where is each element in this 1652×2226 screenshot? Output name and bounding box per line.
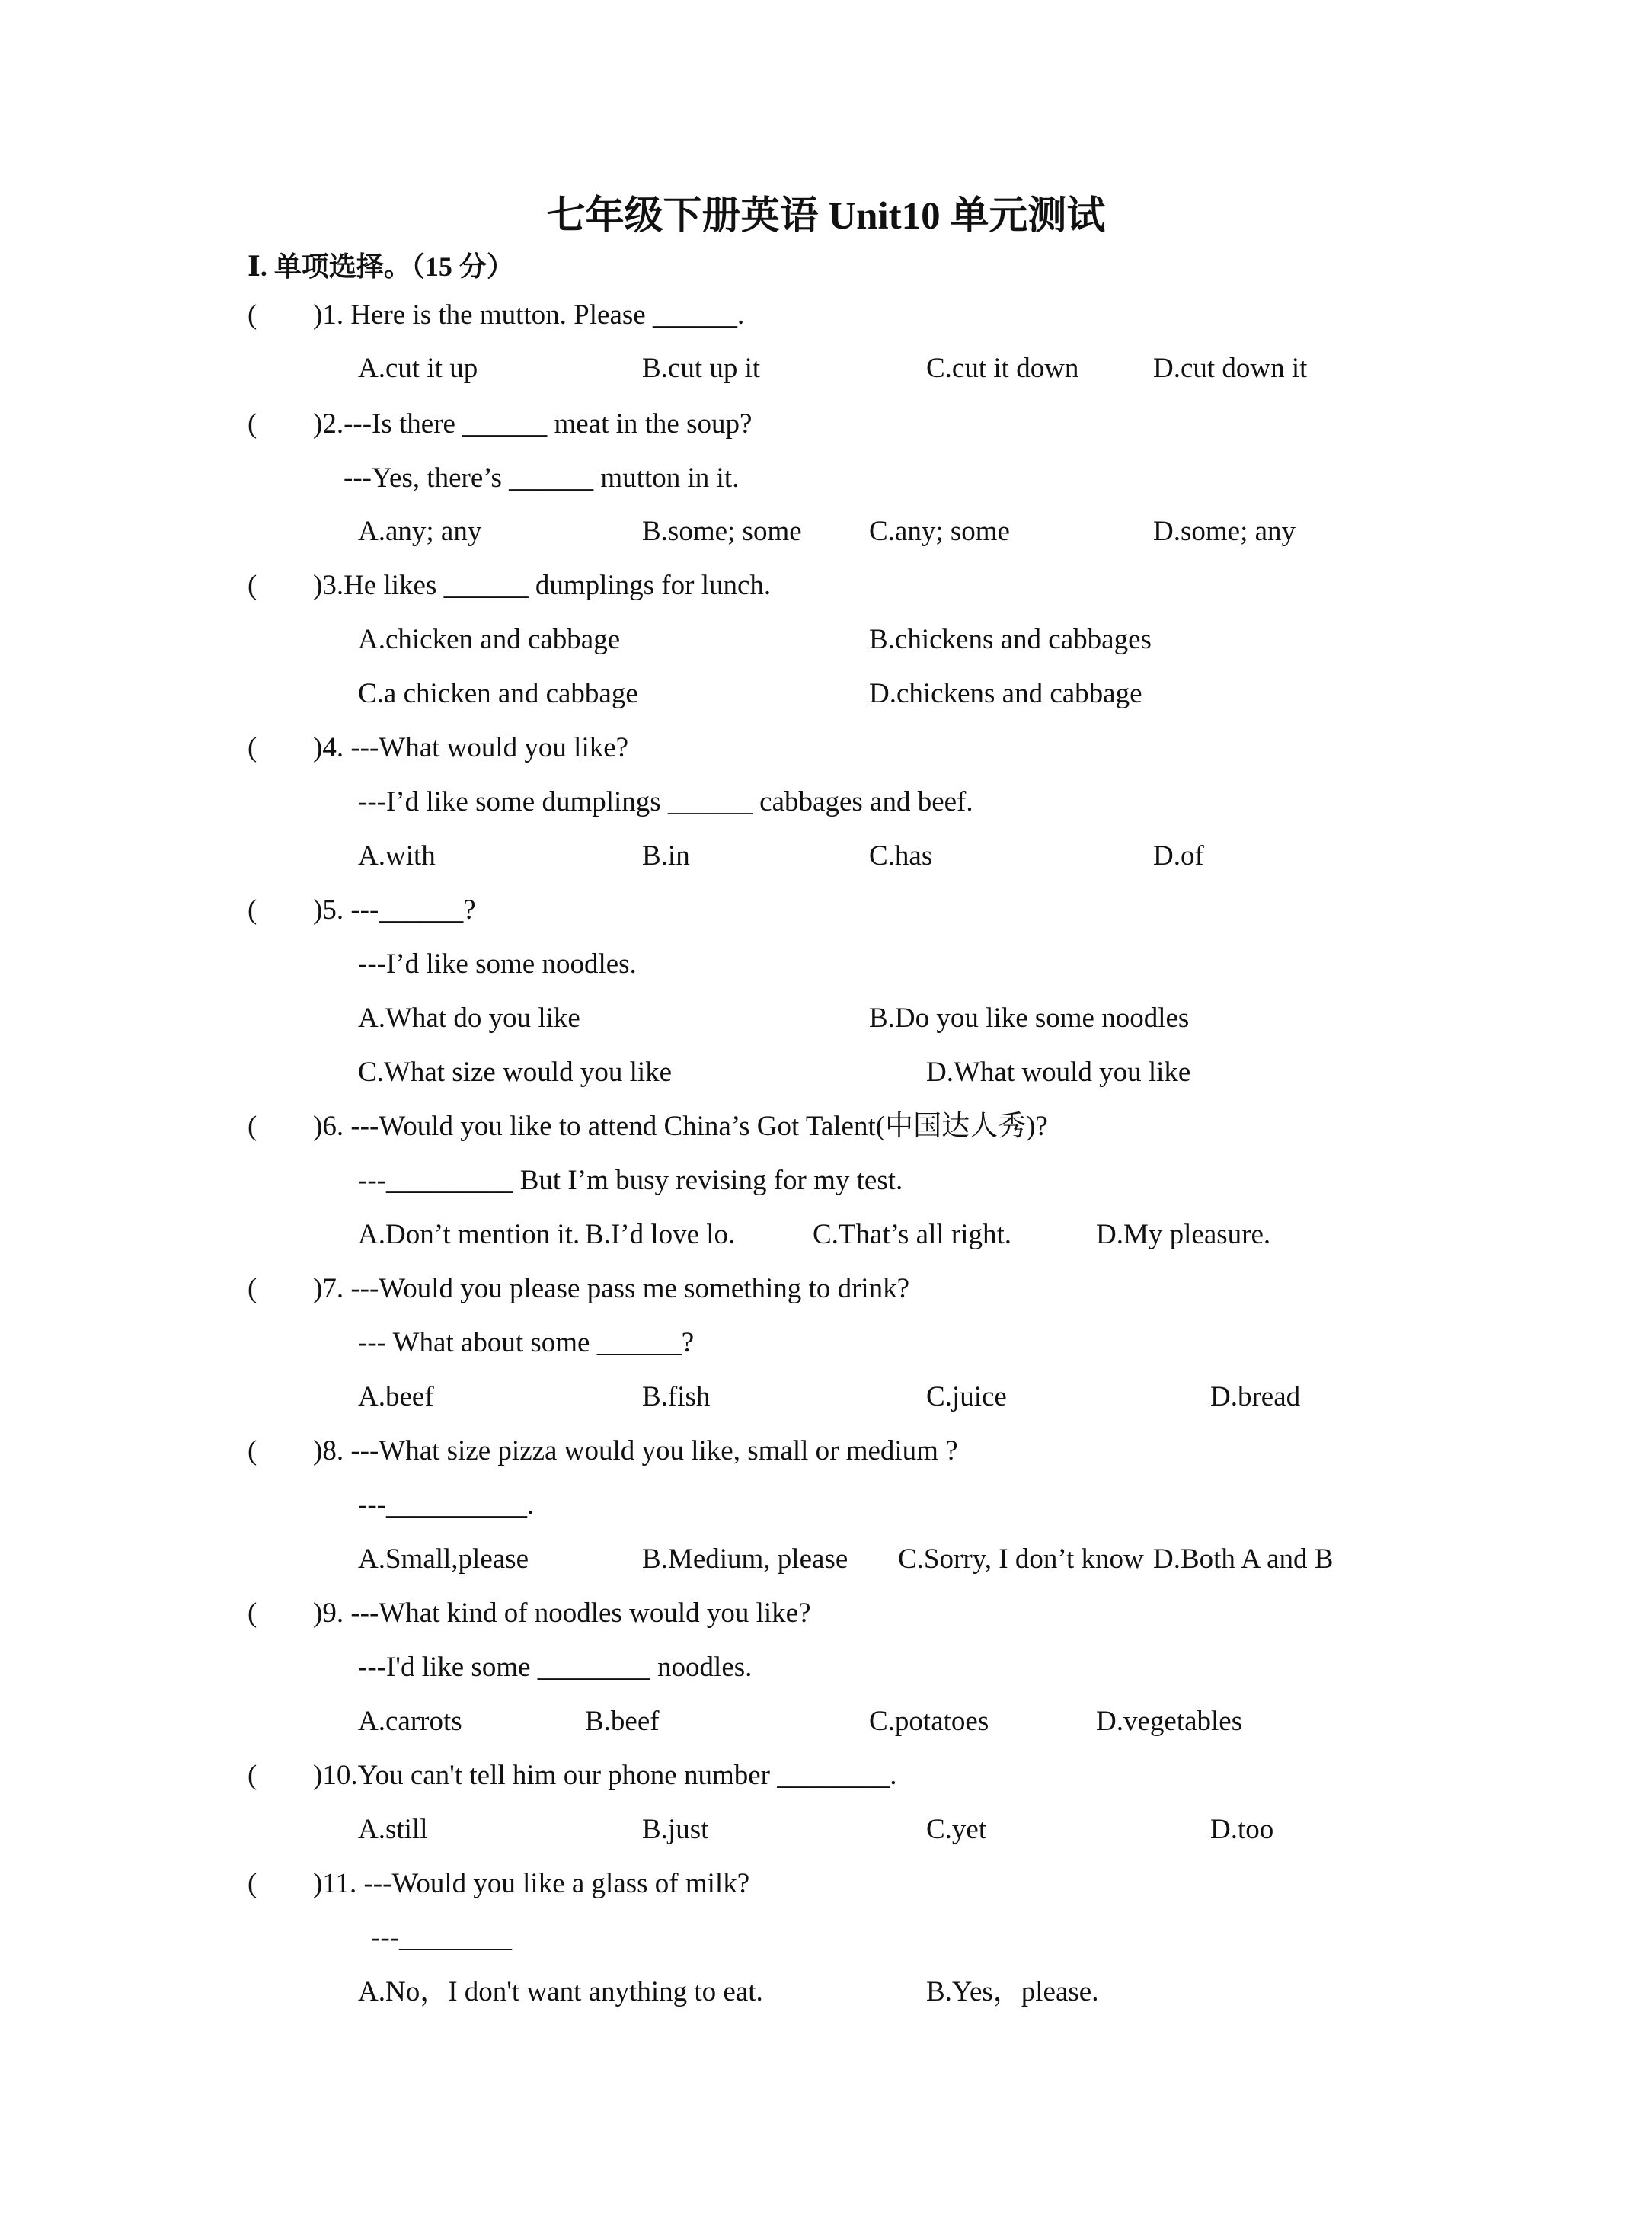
question-7-stem: )7. ---Would you please pass me something to drink? (313, 1273, 910, 1304)
q3-option-d: D.chickens and cabbage (869, 678, 1142, 709)
page-title: 七年级下册英语 Unit10 单元测试 (546, 195, 1106, 238)
q2-option-a: A.any; any (358, 516, 482, 547)
q10-option-b: B.just (642, 1814, 709, 1845)
q11-option-b: B.Yes，please. (926, 1976, 1099, 2007)
answer-paren: ( (248, 299, 257, 331)
question-9-reply: ---I'd like some ________ noodles. (358, 1652, 753, 1683)
question-10-stem: )10.You can't tell him our phone number ________. (313, 1760, 897, 1791)
question-11-stem: )11. ---Would you like a glass of milk? (313, 1868, 750, 1899)
q8-option-d: D.Both A and B (1153, 1543, 1334, 1575)
question-9-stem: )9. ---What kind of noodles would you like? (313, 1598, 811, 1629)
question-4-stem: )4. ---What would you like? (313, 732, 629, 763)
answer-paren: ( (248, 1435, 257, 1466)
question-3-stem: )3.He likes ______ dumplings for lunch. (313, 570, 772, 601)
answer-paren: ( (248, 732, 257, 763)
q6-option-b: B.I’d love lo. (585, 1219, 736, 1250)
q7-option-d: D.bread (1210, 1381, 1301, 1412)
answer-paren: ( (248, 570, 257, 601)
q8-option-a: A.Small,please (358, 1543, 529, 1575)
question-2-stem: )2.---Is there ______ meat in the soup? (313, 408, 753, 440)
answer-paren: ( (248, 1273, 257, 1304)
q4-option-a: A.with (358, 840, 436, 872)
question-6-reply: ---_________ But I’m busy revising for my test. (358, 1165, 903, 1196)
q6-option-d: D.My pleasure. (1096, 1219, 1271, 1250)
question-5-reply: ---I’d like some noodles. (358, 948, 637, 980)
q3-option-a: A.chicken and cabbage (358, 624, 621, 655)
q4-option-c: C.has (869, 840, 933, 872)
answer-paren: ( (248, 894, 257, 926)
q7-option-b: B.fish (642, 1381, 711, 1412)
answer-paren: ( (248, 1598, 257, 1629)
q9-option-a: A.carrots (358, 1706, 462, 1737)
question-8-reply: ---__________. (358, 1489, 535, 1521)
answer-paren: ( (248, 408, 257, 440)
q4-option-d: D.of (1153, 840, 1204, 872)
q10-option-a: A.still (358, 1814, 428, 1845)
q1-option-a: A.cut it up (358, 353, 478, 384)
answer-paren: ( (248, 1760, 257, 1791)
q9-option-d: D.vegetables (1096, 1706, 1243, 1737)
q8-option-c: C.Sorry, I don’t know (898, 1543, 1144, 1575)
q3-option-c: C.a chicken and cabbage (358, 678, 638, 709)
question-1-stem: )1. Here is the mutton. Please ______. (313, 299, 745, 331)
question-7-reply: --- What about some ______? (358, 1327, 695, 1358)
q5-option-a: A.What do you like (358, 1003, 580, 1034)
q9-option-c: C.potatoes (869, 1706, 989, 1737)
answer-paren: ( (248, 1868, 257, 1899)
q4-option-b: B.in (642, 840, 690, 872)
q5-option-d: D.What would you like (926, 1057, 1191, 1088)
section-heading: Ⅰ. 单项选择。（15 分） (248, 251, 514, 282)
q1-option-b: B.cut up it (642, 353, 761, 384)
q8-option-b: B.Medium, please (642, 1543, 848, 1575)
q10-option-d: D.too (1210, 1814, 1274, 1845)
q3-option-b: B.chickens and cabbages (869, 624, 1152, 655)
q11-option-a: A.No，I don't want anything to eat. (358, 1976, 763, 2007)
q7-option-c: C.juice (926, 1381, 1007, 1412)
q5-option-c: C.What size would you like (358, 1057, 673, 1088)
q1-option-d: D.cut down it (1153, 353, 1308, 384)
q1-option-c: C.cut it down (926, 353, 1079, 384)
question-5-stem: )5. ---______? (313, 894, 476, 926)
answer-paren: ( (248, 1111, 257, 1142)
question-8-stem: )8. ---What size pizza would you like, small or medium ? (313, 1435, 958, 1466)
q6-option-c: C.That’s all right. (813, 1219, 1012, 1250)
question-4-reply: ---I’d like some dumplings ______ cabbages and beef. (358, 786, 973, 817)
q2-option-d: D.some; any (1153, 516, 1296, 547)
q2-option-b: B.some; some (642, 516, 802, 547)
question-6-stem: )6. ---Would you like to attend China’s Got Talent(中国达人秀)? (313, 1111, 1048, 1142)
q7-option-a: A.beef (358, 1381, 434, 1412)
q10-option-c: C.yet (926, 1814, 987, 1845)
q2-option-c: C.any; some (869, 516, 1010, 547)
question-11-reply: ---________ (371, 1922, 512, 1953)
q6-option-a: A.Don’t mention it. (358, 1219, 580, 1250)
q9-option-b: B.beef (585, 1706, 660, 1737)
q5-option-b: B.Do you like some noodles (869, 1003, 1190, 1034)
question-2-reply: ---Yes, there’s ______ mutton in it. (344, 462, 740, 494)
